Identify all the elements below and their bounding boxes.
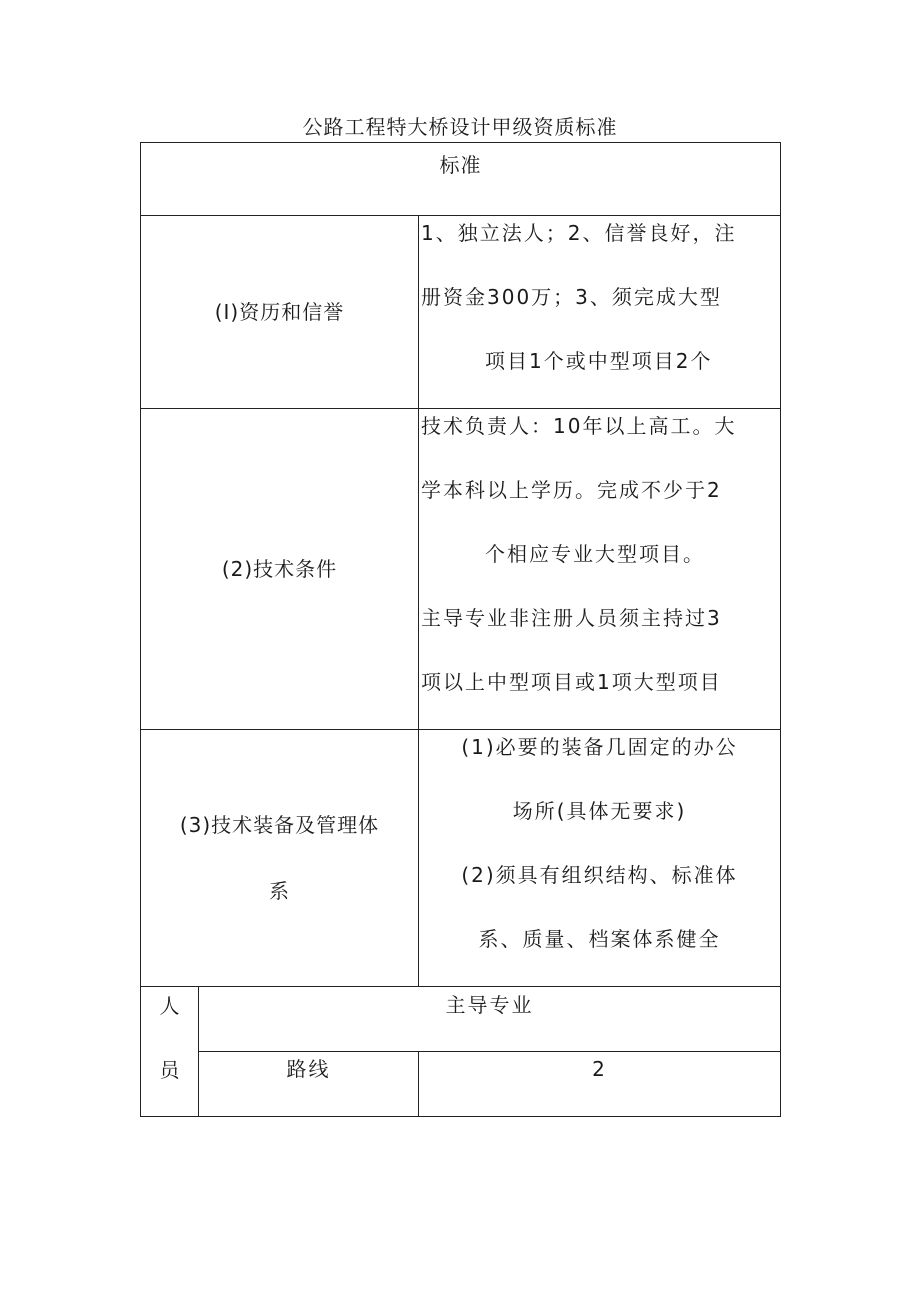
label-line: (2)技术条件 bbox=[221, 557, 338, 581]
qualification-standard-table bbox=[140, 142, 781, 1117]
table-header-row bbox=[141, 143, 781, 216]
specialty-count-cell: 2 bbox=[419, 1052, 781, 1117]
header-cell-standard: 标准 bbox=[141, 143, 781, 216]
content-line: 场所(具体无要求) bbox=[512, 799, 687, 823]
content-line: 1、独立法人；2、信誉良好，注 bbox=[421, 221, 737, 245]
row-technical-conditions bbox=[141, 409, 781, 730]
staff-label-cell bbox=[141, 987, 199, 1117]
content-technical-conditions bbox=[419, 409, 781, 730]
label-technical-conditions bbox=[141, 409, 419, 730]
document-title: 公路工程特大桥设计甲级资质标准 bbox=[302, 115, 618, 139]
row-equipment-management bbox=[141, 730, 781, 987]
content-credentials bbox=[419, 216, 781, 409]
content-line: 个相应专业大型项目。 bbox=[485, 542, 705, 566]
content-equipment-management bbox=[419, 730, 781, 987]
row-staff-header bbox=[141, 987, 781, 1052]
label-line: (I)资历和信誉 bbox=[214, 300, 345, 324]
content-line: 项目1个或中型项目2个 bbox=[485, 349, 713, 373]
label-credentials bbox=[141, 216, 419, 409]
label-line: 系 bbox=[269, 879, 290, 903]
label-line: (3)技术装备及管理体 bbox=[179, 813, 380, 837]
specialty-name-cell: 路线 bbox=[199, 1052, 419, 1117]
content-line: 技术负责人：10年以上高工。大 bbox=[421, 414, 737, 438]
content-line: 主导专业非注册人员须主持过3 bbox=[421, 606, 722, 630]
staff-label-top: 人 bbox=[159, 994, 180, 1018]
row-staff-route bbox=[141, 1052, 781, 1117]
staff-subheader-main-specialty: 主导专业 bbox=[199, 987, 781, 1052]
content-line: 项以上中型项目或1项大型项目 bbox=[421, 670, 722, 694]
content-line: 学本科以上学历。完成不少于2 bbox=[421, 478, 722, 502]
content-line: (2)须具有组织结构、标准体 bbox=[461, 863, 738, 887]
content-line: 系、质量、档案体系健全 bbox=[478, 927, 721, 951]
row-credentials bbox=[141, 216, 781, 409]
staff-label-bottom: 员 bbox=[159, 1058, 180, 1082]
label-equipment-management bbox=[141, 730, 419, 987]
content-line: 册资金300万；3、须完成大型 bbox=[421, 285, 722, 309]
content-line: (1)必要的装备几固定的办公 bbox=[461, 735, 738, 759]
